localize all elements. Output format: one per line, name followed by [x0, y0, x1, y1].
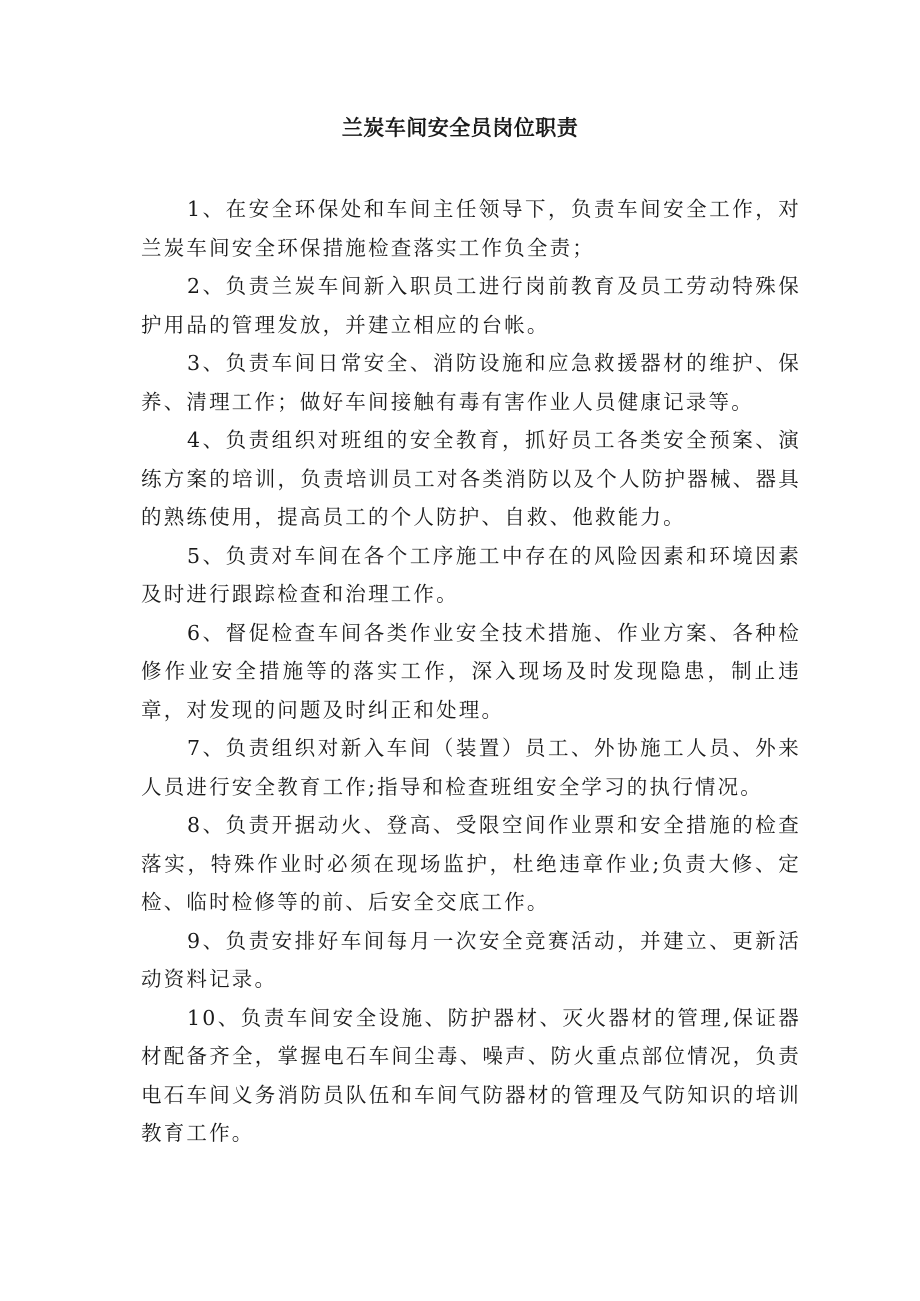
paragraph-8: 8、负责开据动火、登高、受限空间作业票和安全措施的检查落实，特殊作业时必须在现场监护，杜绝违章作业;负责大修、定检、临时检修等的前、后安全交底工作。 [141, 813, 801, 914]
paragraph-1: 1、在安全环保处和车间主任领导下，负责车间安全工作，对兰炭车间安全环保措施检查落实工作负全责； [141, 197, 801, 260]
paragraph-3: 3、负责车间日常安全、消防设施和应急救援器材的维护、保养、清理工作；做好车间接触有毒有害作业人员健康记录等。 [141, 351, 801, 414]
paragraph-2: 2、负责兰炭车间新入职员工进行岗前教育及员工劳动特殊保护用品的管理发放，并建立相应的台帐。 [141, 274, 801, 337]
paragraph-4: 4、负责组织对班组的安全教育，抓好员工各类安全预案、演练方案的培训，负责培训员工对各类消防以及个人防护器械、器具的熟练使用，提高员工的个人防护、自救、他救能力。 [141, 428, 801, 529]
page-title: 兰炭车间安全员岗位职责 [341, 116, 579, 140]
document-body [141, 190, 801, 1153]
paragraph-10: 10、负责车间安全设施、防护器材、灭火器材的管理,保证器材配备齐全，掌握电石车间尘毒、噪声、防火重点部位情况，负责电石车间义务消防员队伍和车间气防器材的管理及气防知识的培训教育工作。 [141, 1005, 801, 1145]
paragraph-6: 6、督促检查车间各类作业安全技术措施、作业方案、各种检修作业安全措施等的落实工作，深入现场及时发现隐患，制止违章，对发现的问题及时纠正和处理。 [141, 620, 801, 722]
paragraph-7: 7、负责组织对新入车间（装置）员工、外协施工人员、外来人员进行安全教育工作;指导和检查班组安全学习的执行情况。 [141, 736, 801, 799]
paragraph-5: 5、负责对车间在各个工序施工中存在的风险因素和环境因素及时进行跟踪检查和治理工作。 [141, 543, 801, 606]
paragraph-9: 9、负责安排好车间每月一次安全竞赛活动，并建立、更新活动资料记录。 [141, 928, 801, 991]
